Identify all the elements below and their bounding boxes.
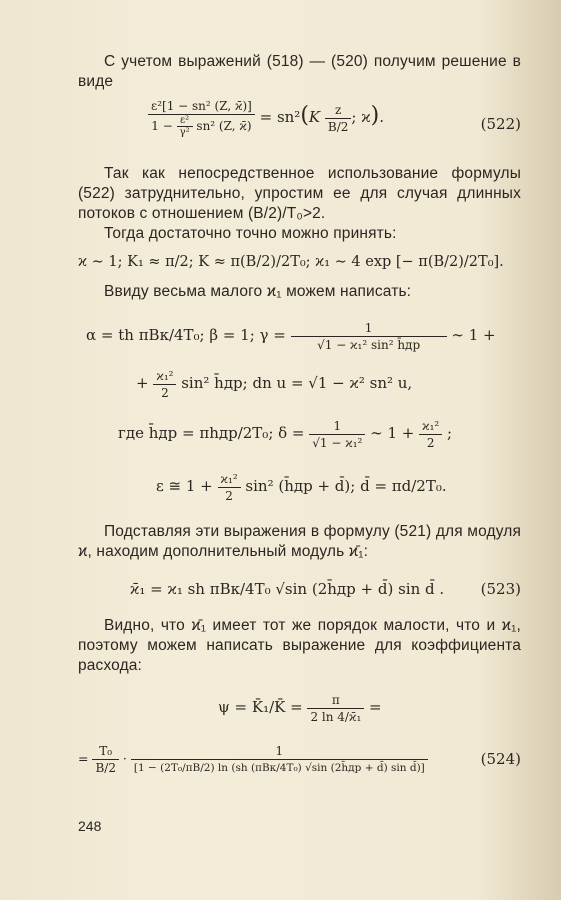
page-number: 248: [78, 818, 102, 834]
equation-number-522: (522): [480, 115, 521, 133]
eq524-fraction1: [92, 743, 119, 776]
eq-eps-lead: ε ≅ 1 +: [156, 477, 218, 495]
eq-delta-mid: ∼ 1 +: [365, 424, 420, 442]
eq522-den-frac-den: γ²: [179, 127, 190, 138]
eq524-f2-den: [1 − (2T₀/πB/2) ln (sh (πBк/4T₀) √sin (2h̄др + d̄) sin d̄)]: [133, 762, 425, 774]
eq-delta-den2: 2: [426, 435, 435, 450]
equation-523: [78, 576, 521, 602]
eq-psi-lhs: ψ = K̄₁/K̄ =: [218, 698, 308, 716]
eq-cont-num: ϰ₁²: [153, 368, 176, 385]
equation-epsilon: [78, 464, 521, 508]
equation-number-524: (524): [480, 750, 521, 768]
eq-psi-den: 2 ln 4/ϰ̄₁: [310, 709, 362, 724]
paragraph-assume: Тогда достаточно точно можно принять:: [104, 225, 397, 242]
eq524-dot: ·: [118, 751, 131, 766]
eq-gamma-tail: ∼ 1 +: [446, 326, 496, 344]
eq522-den-fraction: [177, 115, 193, 138]
equation-524: [78, 734, 521, 784]
eq-delta-num: 1: [309, 418, 365, 435]
equation-where-delta: [78, 410, 521, 456]
eq522-rhs-tail: ; ϰ: [351, 108, 371, 126]
eq522-denominator: [148, 115, 255, 138]
eq523-body: ϰ̄₁ = ϰ₁ sh πBк/4T₀ √sin (2h̄др + d̄) sin d̄ .: [130, 580, 445, 598]
eq524-f1-den: B/2: [95, 761, 116, 775]
eq-delta-den: √1 − ϰ₁²: [312, 435, 363, 450]
eq-gamma-den: √1 − ϰ₁² sin² h̄др: [317, 337, 421, 352]
equation-psi: [78, 686, 521, 728]
eq524-lead: =: [78, 751, 93, 766]
eq-delta-fraction: [309, 418, 365, 451]
eq522-rhs-k: K: [308, 108, 321, 126]
equation-approximations: ϰ ∼ 1; K₁ ≈ π/2; K ≈ π(B/2)/2T₀; ϰ₁ ∼ 4 exp [− π(B/2)/2T₀].: [78, 254, 504, 270]
equation-alpha-gamma: [78, 312, 521, 358]
eq-eps-num: ϰ₁²: [218, 471, 241, 488]
eq524-fraction2: [131, 743, 428, 776]
eq-psi-fraction: [307, 692, 364, 725]
eq522-den-part: 1 −: [151, 119, 177, 133]
eq-gamma-fraction: [291, 320, 447, 353]
eq522-lhs-fraction: [148, 98, 255, 138]
paragraph-simplify: Так как непосредственное использование формулы (522) затруднительно, упростим ее для случая длинных потоков с отношением (B/2)/T₀>2.: [78, 165, 521, 222]
eq522-rhs-fraction: [325, 102, 352, 135]
equation-number-523: (523): [480, 580, 521, 598]
eq522-rhs: = sn²: [259, 108, 301, 126]
eq-cont-fraction: [153, 368, 176, 401]
equation-continuation: [78, 362, 521, 404]
eq522-rhs-den: B/2: [327, 119, 349, 134]
paragraph-intro: С учетом выражений (518) — (520) получим решение в виде: [78, 53, 521, 90]
eq522-rhs-num: z: [325, 102, 352, 119]
eq-cont-den: 2: [161, 385, 169, 400]
eq522-den-frac-num: ε²: [177, 115, 193, 127]
eq-cont-lead: +: [136, 374, 154, 392]
paragraph-flow-coefficient: Видно, что ϰ̄₁ имеет тот же порядок малости, что и ϰ₁, поэтому можем написать выражение для коэффициента расхода:: [78, 617, 521, 674]
eq-eps-den: 2: [225, 488, 233, 503]
eq-cont-tail: sin² h̄др; dn u = √1 − ϰ² sn² u,: [176, 374, 413, 392]
paragraph-small-kappa: Ввиду весьма малого ϰ₁ можем написать:: [104, 283, 412, 300]
eq-delta-num2: ϰ₁²: [419, 418, 442, 435]
eq522-numerator: ε²[1 − sn² (Z, ϰ̄)]: [148, 98, 255, 115]
eq-delta-fraction2: [419, 418, 442, 451]
equation-522: ε²[1 − sn² (Z, ϰ̄)] 1 − $\frac{\text{ε²}}{\text{γ²}}$ sn² (Z, ϰ̄) = sn²(K $\frac{z}{B/2}$ ; ϰ). (522): [78, 98, 521, 150]
eq522-den-tail: sn² (Z, ϰ̄): [192, 119, 252, 133]
eq-eps-fraction: [218, 471, 241, 504]
eq524-f2-num: 1: [131, 743, 428, 760]
eq-psi-tail: =: [364, 698, 382, 716]
eq-alpha-lhs: α = th πBк/4T₀; β = 1; γ =: [86, 326, 291, 344]
eq-delta-tail: ;: [442, 424, 453, 442]
paragraph-substitute: Подставляя эти выражения в формулу (521) для модуля ϰ, находим дополнительный модуль ϰ̄₁:: [78, 523, 521, 560]
eq-eps-tail: sin² (h̄др + d̄); d̄ = πd/2T₀.: [240, 477, 447, 495]
eq524-f1-num: T₀: [92, 743, 119, 760]
eq-where-lead: где h̄др = πhдр/2T₀; δ =: [118, 424, 310, 442]
eq-psi-num: π: [307, 692, 364, 709]
eq-gamma-num: 1: [291, 320, 447, 337]
